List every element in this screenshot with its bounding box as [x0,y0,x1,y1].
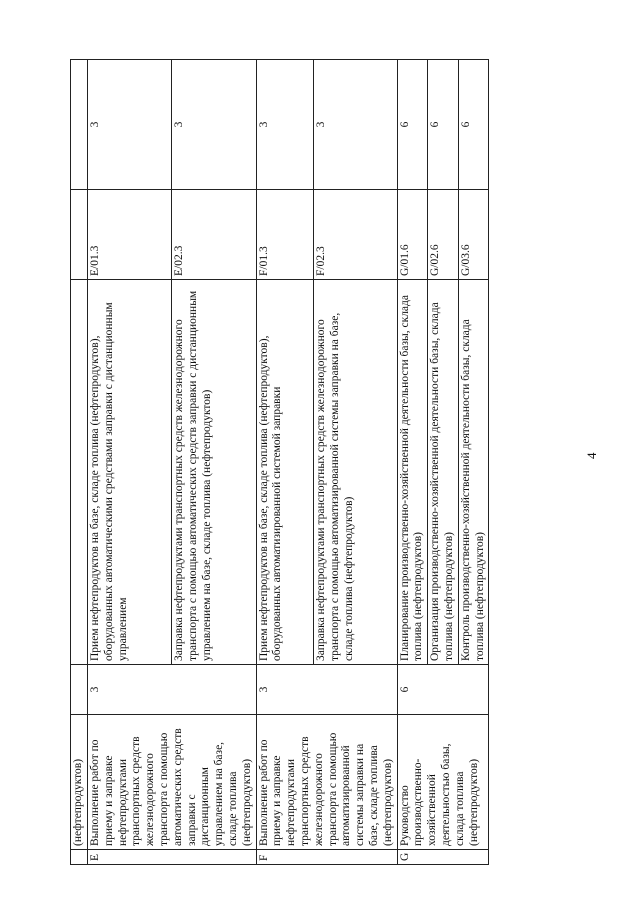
function-code-cell: E/02.3 [172,190,256,280]
group-level-cell: 3 [88,665,257,715]
group-level-cell: 3 [256,665,397,715]
function-code-cell: F/01.3 [256,190,314,280]
functions-table [70,59,489,865]
function-level-cell: 3 [172,60,256,190]
table-row [397,60,428,865]
group-name-cell: Руководство производственно-хозяйственной деятельностью базы, склада топлива (нефтепродуктов) [397,715,489,850]
function-name-cell: Заправка нефтепродуктами транспортных средств железнодорожного транспорта с помощью автоматических средств заправки с дистанционным управлением на базе, складе топлива (нефтепродуктов) [172,280,256,665]
function-code-cell: G/03.6 [458,190,489,280]
function-name-cell: Организация производственно-хозяйственной деятельности базы, склада топлива (нефтепродуктов) [428,280,459,665]
function-code-cell: G/01.6 [397,190,428,280]
function-level-cell: 3 [256,60,314,190]
function-name-cell: Планирование производственно-хозяйственной деятельности базы, склада топлива (нефтепродуктов) [397,280,428,665]
group-code-cell: E [88,850,257,865]
function-level-cell: 6 [428,60,459,190]
function-code-cell [71,190,88,280]
function-name-cell: Прием нефтепродуктов на базе, складе топлива (нефтепродуктов), оборудованных автоматизированной системой заправки [256,280,314,665]
table-row [256,60,314,865]
page-number: 4 [584,452,599,459]
function-code-cell: G/02.6 [428,190,459,280]
group-code-cell [71,850,88,865]
group-name-cell: (нефтепродуктов) [71,715,88,850]
function-name-cell [71,280,88,665]
table-row [71,60,88,865]
group-code-cell: F [256,850,397,865]
group-name-cell: Выполнение работ по приему и заправке нефтепродуктами транспортных средств железнодорожного транспорта с помощью автоматизированной системы заправки на базе, складе топлива (нефтепродуктов) [256,715,397,850]
function-code-cell: E/01.3 [88,190,172,280]
group-level-cell [71,665,88,715]
group-name-cell: Выполнение работ по приему и заправке нефтепродуктами транспортных средств железнодорожного транспорта с помощью автоматических средств заправки с дистанционным управлением на базе, складе топлива (нефтепродуктов) [88,715,257,850]
function-name-cell: Заправка нефтепродуктами транспортных средств железнодорожного транспорта с помощью автоматизированной системы заправки на базе, складе топлива (нефтепродуктов) [314,280,397,665]
function-level-cell: 3 [314,60,397,190]
function-code-cell: F/02.3 [314,190,397,280]
function-name-cell: Прием нефтепродуктов на базе, складе топлива (нефтепродуктов), оборудованных автоматическими средствами заправки с дистанционным управлением [88,280,172,665]
function-level-cell: 3 [88,60,172,190]
group-code-cell: G [397,850,489,865]
group-level-cell: 6 [397,665,489,715]
table-row [88,60,172,865]
function-name-cell: Контроль производственно-хозяйственной деятельности базы, склада топлива (нефтепродуктов) [458,280,489,665]
function-level-cell [71,60,88,190]
function-level-cell: 6 [397,60,428,190]
function-level-cell: 6 [458,60,489,190]
